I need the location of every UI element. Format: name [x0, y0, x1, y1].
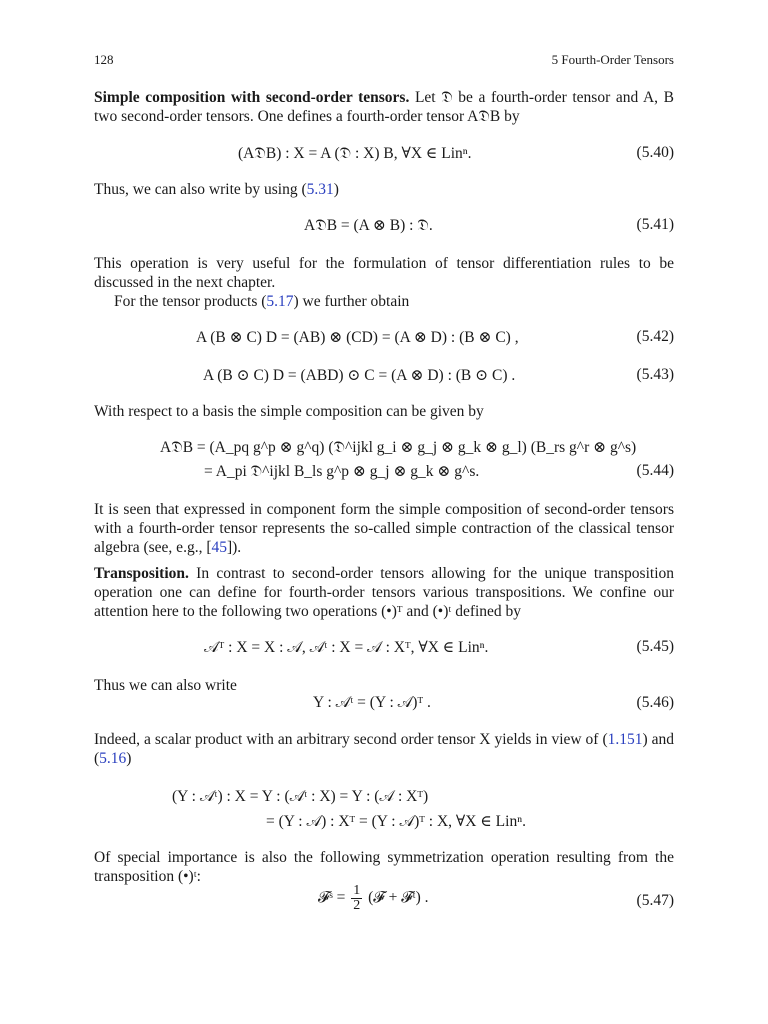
equation-5-46: Y : 𝒜ᵗ = (Y : 𝒜)ᵀ . — [313, 694, 431, 711]
equation-number: (5.41) — [636, 216, 674, 233]
equation-proof-line2: = (Y : 𝒜) : Xᵀ = (Y : 𝒜)ᵀ : X, ∀X ∈ Linⁿ. — [266, 813, 526, 830]
equation-5-45: 𝒜ᵀ : X = X : 𝒜, 𝒜ᵗ : X = 𝒜 : Xᵀ, ∀X ∈ Linⁿ. — [204, 639, 489, 656]
equation-number: (5.42) — [636, 328, 674, 345]
equation-link[interactable]: 5.16 — [99, 750, 127, 767]
equation-link[interactable]: 1.151 — [607, 731, 643, 748]
equation-number: (5.47) — [636, 892, 674, 909]
paragraph-simple-composition — [94, 88, 674, 126]
running-title: 5 Fourth-Order Tensors — [551, 52, 674, 67]
equation-number: (5.44) — [636, 462, 674, 479]
paragraph-component-form: It is seen that expressed in component form the simple composition of second-order tensors with a fourth-order tensor represents the so-called simple contraction of the classical tensor algebra (see, e.g., [45]). — [94, 501, 674, 556]
equation-link[interactable]: 5.17 — [266, 293, 294, 310]
equation-number: (5.46) — [636, 694, 674, 711]
paragraph-also-write: Thus we can also write — [94, 677, 237, 694]
equation-5-40: (A𝔇B) : X = A (𝔇 : X) B, ∀X ∈ Linⁿ. — [238, 145, 472, 162]
section-lead: Simple composition with second-order tensors. — [94, 89, 410, 106]
equation-proof-line1: (Y : 𝒜ᵗ) : X = Y : (𝒜ᵗ : X) = Y : (𝒜 : Xᵀ) — [172, 788, 429, 805]
equation-5-43: A (B ⊙ C) D = (ABD) ⊙ C = (A ⊗ D) : (B ⊙ C) . — [203, 367, 516, 384]
paragraph-useful: This operation is very useful for the formulation of tensor differentiation rules to be discussed in the next chapter. — [94, 255, 674, 291]
paragraph-text: In contrast to second-order tensors allowing for the unique transposition operation one can define for fourth-order tensors various transpositions. We confine our attention here to the following two operations (•)ᵀ and (•)ᵗ defined by — [94, 565, 674, 620]
paragraph-tensor-products: For the tensor products (5.17) we further obtain — [114, 293, 410, 310]
equation-number: (5.43) — [636, 366, 674, 383]
citation-link[interactable]: 45 — [211, 539, 227, 556]
paragraph-scalar-product: Indeed, a scalar product with an arbitrary second order tensor X yields in view of (1.151) and (5.16) — [94, 731, 674, 767]
paragraph-thus: Thus, we can also write by using (5.31) — [94, 181, 339, 198]
paragraph-text: Let 𝔇 be a fourth-order tensor and A, B two second-order tensors. One defines a fourth-order tensor A𝔇B by — [94, 89, 674, 125]
equation-link[interactable]: 5.31 — [306, 181, 334, 198]
equation-5-44-line1: A𝔇B = (A_pq g^p ⊗ g^q) (𝔇^ijkl g_i ⊗ g_j ⊗ g_k ⊗ g_l) (B_rs g^r ⊗ g^s) — [160, 439, 637, 456]
equation-number: (5.40) — [636, 144, 674, 161]
section-lead: Transposition. — [94, 565, 189, 582]
fraction-one-half: $\frac{1}{2}$ — [353, 883, 361, 913]
equation-5-44-line2: = A_pi 𝔇^ijkl B_ls g^p ⊗ g_j ⊗ g_k ⊗ g^s. — [204, 463, 480, 480]
equation-number: (5.45) — [636, 638, 674, 655]
equation-5-41: A𝔇B = (A ⊗ B) : 𝔇. — [304, 217, 433, 234]
equation-5-42: A (B ⊗ C) D = (AB) ⊗ (CD) = (A ⊗ D) : (B ⊗ C) , — [196, 329, 519, 346]
page-number: 128 — [94, 52, 114, 67]
paragraph-transposition — [94, 564, 674, 621]
paragraph-basis: With respect to a basis the simple composition can be given by — [94, 403, 484, 420]
paragraph-symmetrization: Of special importance is also the following symmetrization operation resulting from the transposition (•)ᵗ: — [94, 849, 674, 885]
equation-5-47: 𝓕ˢ = $\frac{1}{2}$ (𝓕 + 𝓕ᵗ) . — [318, 883, 429, 913]
